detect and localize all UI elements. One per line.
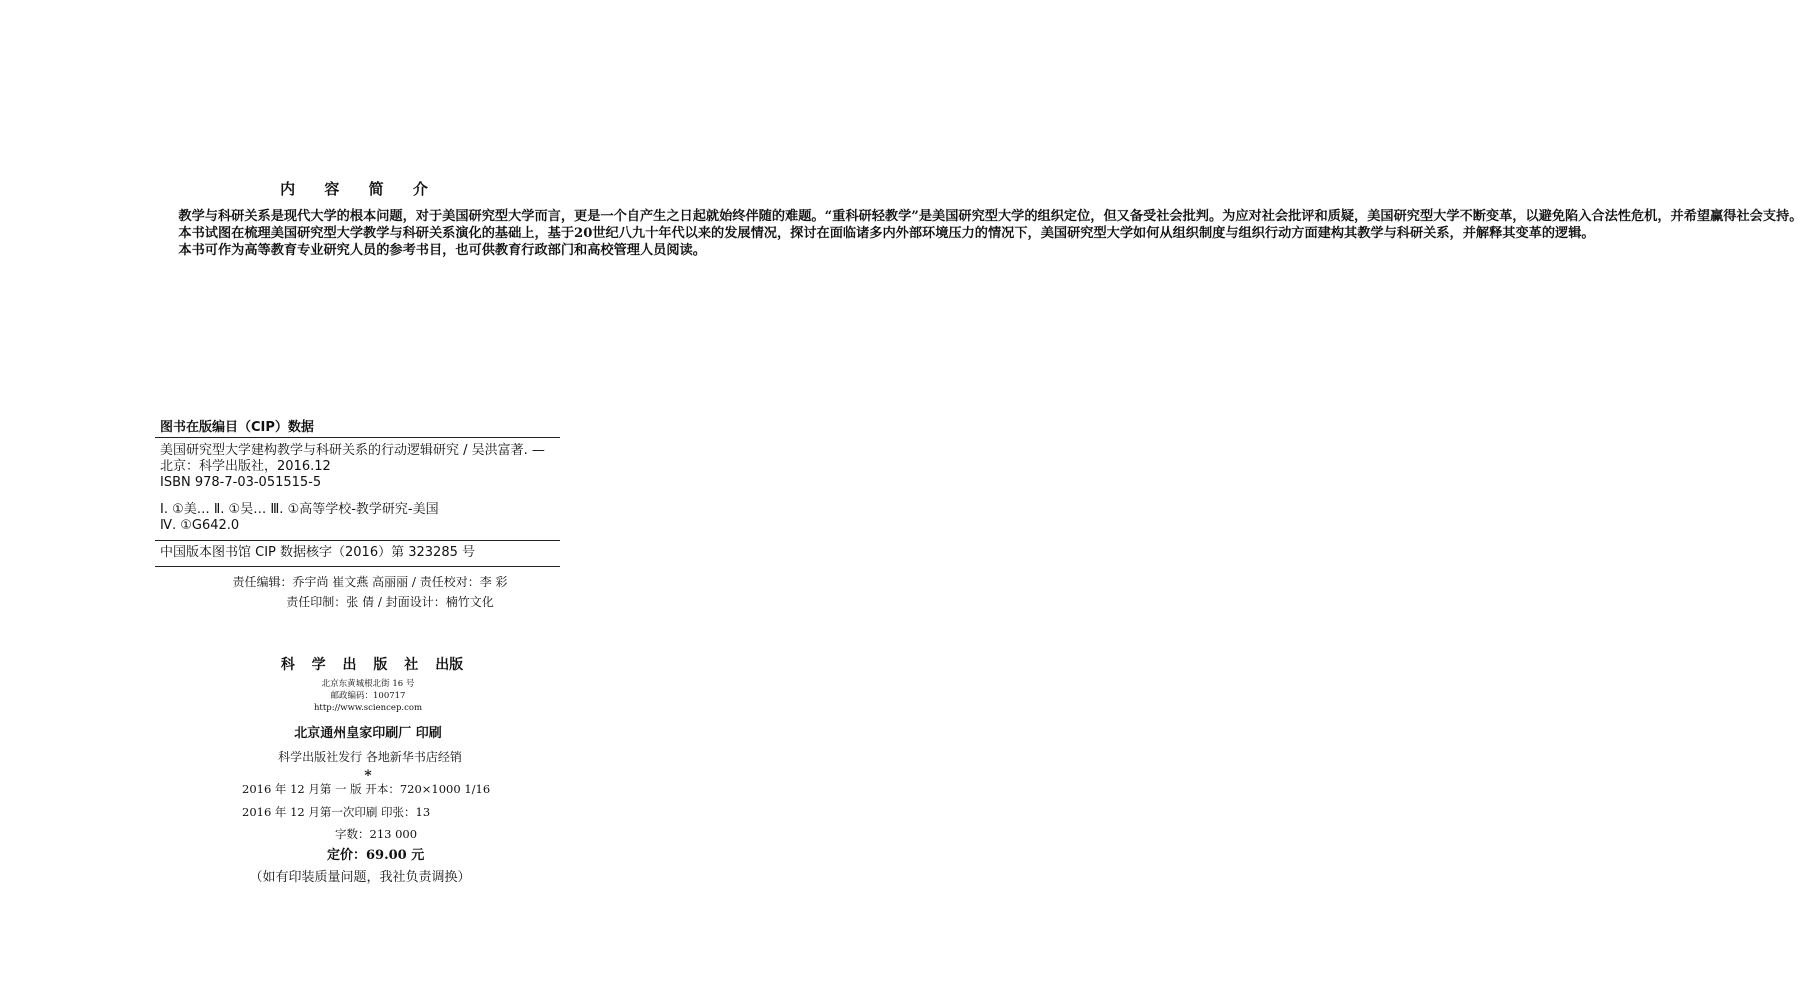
publisher-postcode: 邮政编码：100717 [330,691,406,701]
cip-isbn: ISBN 978-7-03-051515-5 [160,475,322,490]
quality-notice: （如有印装质量问题，我社负责调换） [249,870,471,885]
intro-paragraph-3: 本书可作为高等教育专业研究人员的参考书目，也可供教育行政部门和高校管理人员阅读。 [178,243,706,258]
separator-star: * [364,768,372,784]
production-credit-line: 责任印制：张 倩 / 封面设计：楠竹文化 [286,595,494,609]
cip-classification-1: Ⅰ. ①美… Ⅱ. ①吴… Ⅲ. ①高等学校-教学研究-美国 [160,502,439,517]
cip-classification-2: Ⅳ. ①G642.0 [160,518,240,533]
printer-line: 北京通州皇家印刷厂 印刷 [294,726,442,741]
editorial-credits [0,572,720,612]
intro-body [152,208,1802,259]
publisher-block [0,654,720,784]
cip-record-number: 中国版本图书馆 CIP 数据核字（2016）第 323285 号 [160,545,475,560]
publisher-name [12,654,732,674]
intro-paragraph-2: 本书试图在梳理美国研究型大学教学与科研关系演化的基础上，基于20世纪八九十年代以来的发展情况，探讨在面临诸多内外部环境压力的情况下，美国研究型大学如何从组织制度与组织行动方面建构其教学与科研关系，并解释其变革的逻辑。 [178,226,1595,241]
word-count: 字数：213 000 [335,827,418,841]
cip-record-block [160,443,560,491]
publisher-suffix: 出版 [435,657,464,673]
cip-heading: 图书在版编目（CIP）数据 [160,420,314,435]
publisher-address: 北京东黄城根北街 16 号 [321,679,415,689]
intro-paragraph-1: 教学与科研关系是现代大学的根本问题，对于美国研究型大学而言，更是一个自产生之日起就始终伴随的难题。“重科研轻教学”是美国研究型大学的组织定位，但又备受社会批判。为应对社会批评和质疑，美国研究型大学不断变革，以避免陷入合法性危机，并希望赢得社会支持。 [178,209,1802,224]
distribution-line: 科学出版社发行 各地新华书店经销 [278,750,462,764]
cip-top-rule [155,437,560,438]
cip-bottom-rule [155,566,560,567]
publisher-logo-text: 科 学 出 版 社 [280,657,425,673]
edition-line: 2016 年 12 月第 一 版 开本：720×1000 1/16 [242,782,491,796]
cip-middle-rule [155,540,560,541]
cip-title-line: 美国研究型大学建构教学与科研关系的行动逻辑研究 / 吴洪富著. — [160,443,545,458]
cip-publication-line: 北京：科学出版社，2016.12 [160,459,331,474]
printing-line: 2016 年 12 月第一次印刷 印张：13 [242,805,431,819]
publisher-website: http://www.sciencep.com [313,703,423,713]
editor-credit-line: 责任编辑：乔宇尚 崔文燕 高丽丽 / 责任校对：李 彩 [232,575,508,589]
page-title: 内 容 简 介 [280,180,440,198]
cip-classification-block [160,502,560,534]
price: 定价：69.00 元 [327,848,425,863]
